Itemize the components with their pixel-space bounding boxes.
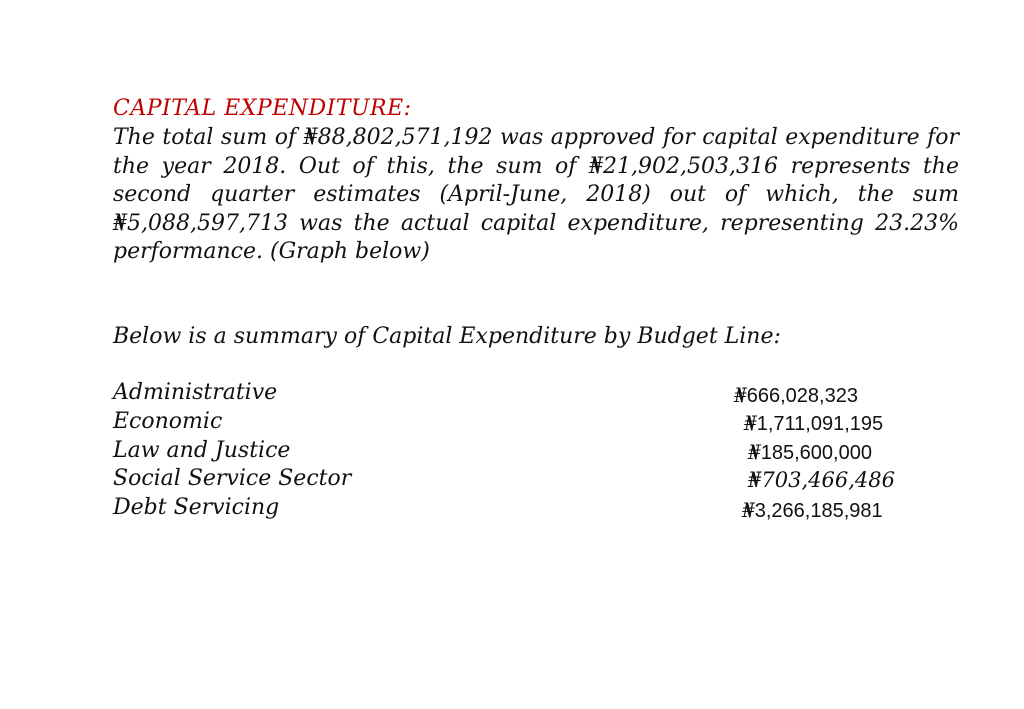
budget-line-label: Administrative bbox=[113, 380, 278, 405]
budget-line-label: Economic bbox=[113, 409, 223, 434]
currency-symbol: ₦ bbox=[742, 498, 755, 522]
budget-line-amount bbox=[742, 498, 883, 526]
amount-value: 703,466,486 bbox=[761, 468, 895, 492]
intro-paragraph: The total sum of ₦88,802,571,192 was approved for capital expenditure for the year 2018. Out of this, the sum of ₦21,902,503,316 represents the second quarter estimates (April-June, 2018) out of which, the sum ₦5,088,597,713 was the actual capital expenditure, representing 23.23% performance. (Graph below) bbox=[113, 125, 959, 264]
budget-line-label: Law and Justice bbox=[113, 438, 291, 463]
section-heading: CAPITAL EXPENDITURE: bbox=[113, 96, 412, 121]
budget-line-label: Social Service Sector bbox=[113, 466, 352, 491]
currency-symbol: ₦ bbox=[744, 411, 757, 435]
budget-line-amount bbox=[734, 383, 858, 411]
currency-symbol: ₦ bbox=[748, 440, 761, 464]
amount-value: 666,028,323 bbox=[746, 385, 858, 407]
budget-line-label: Debt Servicing bbox=[113, 495, 280, 520]
budget-line-amount bbox=[748, 440, 872, 468]
amount-value: 1,711,091,195 bbox=[756, 413, 884, 435]
amount-value: 185,600,000 bbox=[760, 442, 872, 464]
currency-symbol: ₦ bbox=[748, 468, 762, 492]
currency-symbol: ₦ bbox=[734, 383, 747, 407]
amount-value: 3,266,185,981 bbox=[754, 500, 883, 522]
summary-intro: Below is a summary of Capital Expenditure by Budget Line: bbox=[113, 324, 781, 349]
budget-line-amount bbox=[744, 411, 883, 439]
budget-line-amount bbox=[748, 468, 895, 496]
